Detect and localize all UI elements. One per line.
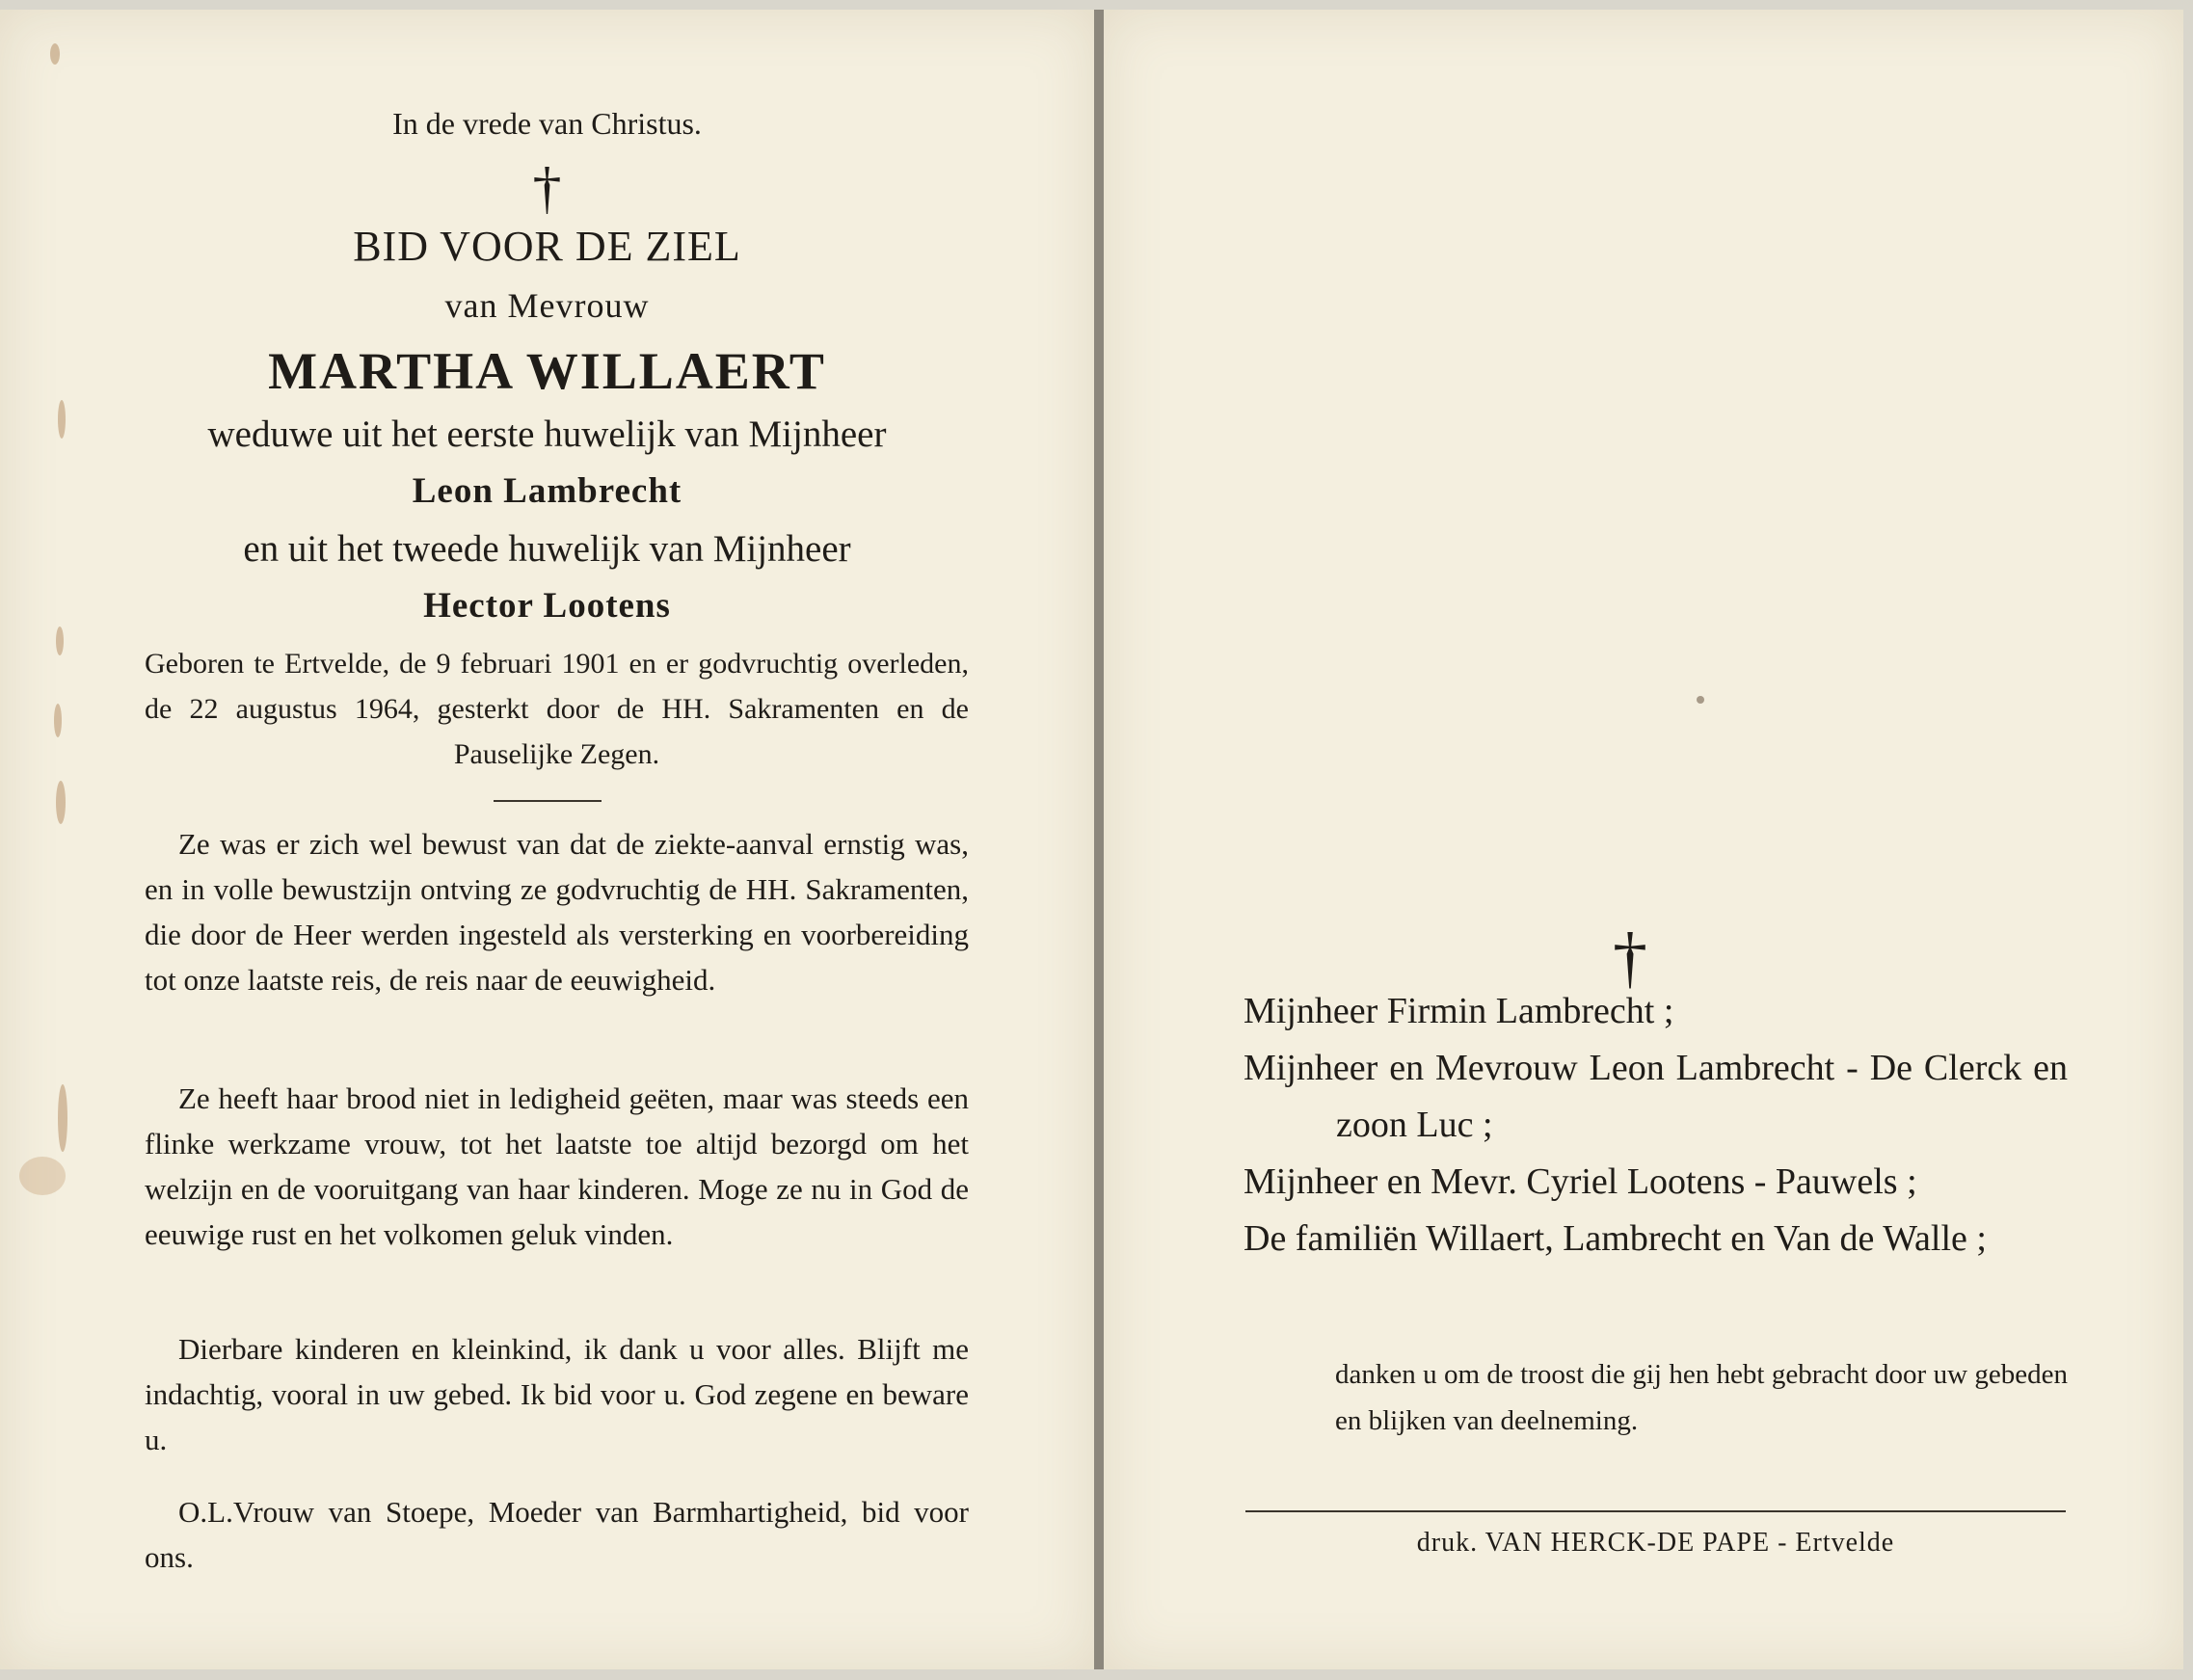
second-husband-name: Hector Lootens [423, 586, 671, 626]
stain [19, 1157, 66, 1195]
heading: BID VOOR DE ZIEL [353, 223, 741, 270]
divider [1245, 1510, 2066, 1512]
thanks-line: Mijnheer Firmin Lambrecht ; [1244, 991, 1674, 1031]
paragraph-3: Dierbare kinderen en kleinkind, ik dank u voor alles. Blijft me indachtig, vooral in uw gebed. Ik bid voor u. God zegene en beware u. [145, 1332, 969, 1456]
thanks-line: Mijnheer en Mevrouw Leon Lambrecht - De Clerck en zoon Luc ; [1244, 1048, 2068, 1145]
divider [494, 800, 602, 802]
second-marriage-line: en uit het tweede huwelijk van Mijnheer [243, 528, 851, 570]
stain [50, 43, 60, 65]
stain [56, 627, 64, 655]
stain [58, 1084, 67, 1152]
first-husband-name: Leon Lambrecht [412, 471, 682, 511]
fold-gap [1094, 10, 1104, 1669]
stain [56, 781, 66, 824]
paragraph-1: Ze was er zich wel bewust van dat de ziekte-aanval ernstig was, en in volle bewustzijn ontving ze godvruchtig de HH. Sakramenten, die door de Heer werden ingesteld als versterking en voorbereiding tot onze laatste reis, de reis naar de eeuwigheid. [145, 827, 969, 997]
first-marriage-line: weduwe uit het eerste huwelijk van Mijnheer [207, 413, 887, 455]
stain [54, 704, 62, 737]
deceased-name: MARTHA WILLAERT [268, 342, 826, 400]
paragraph-2: Ze heeft haar brood niet in ledigheid geëten, maar was steeds een flinke werkzame vrouw, tot het laatste toe altijd bezorgd om het welzijn en de vooruitgang van haar kinderen. Moge ze nu in God de eeuwige rust en het volkomen geluk vinden. [145, 1081, 969, 1251]
printer-credit: druk. VAN HERCK-DE PAPE - Ertvelde [1416, 1528, 1895, 1558]
left-page [0, 10, 1094, 1669]
thanks-line: Mijnheer en Mevr. Cyriel Lootens - Pauwels ; [1244, 1161, 1917, 1202]
cross-icon: † [532, 156, 562, 220]
paragraph-4: O.L.Vrouw van Stoepe, Moeder van Barmhartigheid, bid voor ons. [145, 1495, 969, 1574]
thanks-note: danken u om de troost die gij hen hebt gebracht door uw gebeden en blijken van deelneming. [1335, 1359, 2068, 1436]
van-mevrouw: van Mevrouw [444, 286, 650, 325]
thanks-line: De familiën Willaert, Lambrecht en Van de Walle ; [1244, 1218, 1987, 1259]
birth-death-text: Geboren te Ertvelde, de 9 februari 1901 en er godvruchtig overleden, de 22 augustus 1964, gesterkt door de HH. Sakramenten en de Pauselijke Zegen. [145, 648, 969, 770]
cross-icon: † [1613, 919, 1647, 996]
intro-text: In de vrede van Christus. [392, 106, 702, 141]
stain [1697, 696, 1704, 704]
stain [58, 400, 66, 439]
